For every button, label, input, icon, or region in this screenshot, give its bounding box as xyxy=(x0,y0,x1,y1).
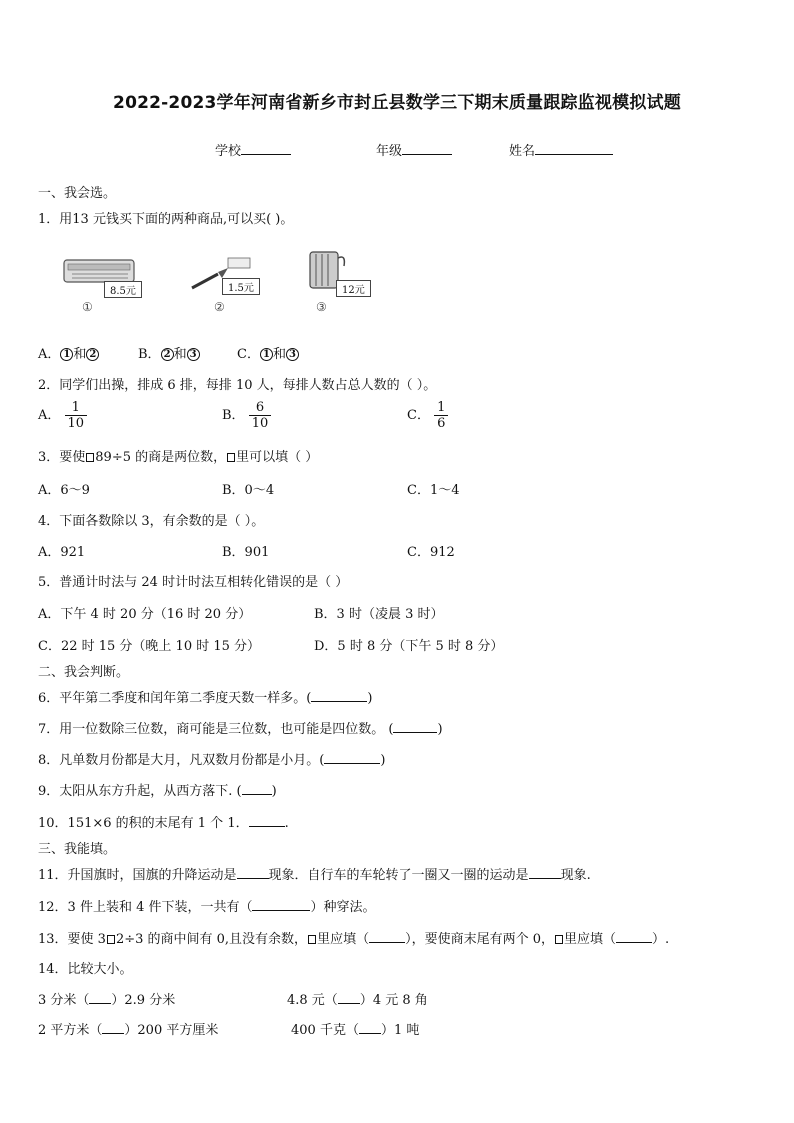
grade-field xyxy=(376,140,452,159)
question-12: 12．3 件上装和 4 件下装，一共有（ ）种穿法。 xyxy=(38,896,376,915)
blank-box xyxy=(227,453,235,462)
answer-blank[interactable] xyxy=(252,897,310,911)
q1-option-c[interactable]: C． 1 和 3 xyxy=(237,343,299,362)
answer-blank[interactable] xyxy=(311,688,367,702)
grade-label: 年级 xyxy=(376,144,403,159)
fraction: $\frac{1}{6}$ xyxy=(434,400,448,431)
circled-number: 1 xyxy=(260,348,273,361)
circled-number: 2 xyxy=(86,348,99,361)
q4-option-b[interactable]: B．901 xyxy=(222,545,270,560)
answer-blank[interactable] xyxy=(324,750,380,764)
q5-option-d[interactable]: D．5 时 8 分（下午 5 时 8 分） xyxy=(314,639,504,654)
fraction: $\frac{1}{10}$ xyxy=(65,400,88,431)
name-label: 姓名 xyxy=(509,144,536,159)
question-4-stem: 4．下面各数除以 3，有余数的是（ ）。 xyxy=(38,514,265,529)
question-11: 11．升国旗时，国旗的升降运动是 现象．自行车的车轮转了一圈又一圈的运动是 现象. xyxy=(38,864,591,883)
question-2-stem: 2．同学们出操，排成 6 排，每排 10 人，每排人数占总人数的（ ）。 xyxy=(38,378,437,393)
answer-blank[interactable] xyxy=(102,1020,124,1034)
question-10: 10．151×6 的积的末尾有 1 个 1． . xyxy=(38,812,289,831)
question-1-stem: 1．用13 元钱买下面的两种商品,可以买( )。 xyxy=(38,212,294,227)
item-3-price: 12元 xyxy=(336,280,371,297)
q1-option-a[interactable]: A． 1 和 2 xyxy=(38,343,99,362)
q3-option-b[interactable]: B．0～4 xyxy=(222,483,275,498)
q4-option-c[interactable]: C．912 xyxy=(407,545,455,560)
section-heading-2: 二、我会判断。 xyxy=(38,665,130,680)
answer-blank[interactable] xyxy=(529,865,561,879)
name-field xyxy=(509,140,613,159)
question-5-stem: 5．普通计时法与 24 时计时法互相转化错误的是（ ） xyxy=(38,575,349,590)
item-2-image xyxy=(188,248,268,318)
question-14-stem: 14．比较大小。 xyxy=(38,962,133,977)
compare-item-3: 2 平方米（ ）200 平方厘米 xyxy=(38,1019,218,1038)
q2-option-c[interactable]: C． $\frac{1}{6}$ xyxy=(407,400,448,431)
answer-blank[interactable] xyxy=(338,990,360,1004)
answer-blank[interactable] xyxy=(89,990,111,1004)
item-1-price: 8.5元 xyxy=(104,281,142,298)
answer-blank[interactable] xyxy=(249,813,285,827)
answer-blank[interactable] xyxy=(369,929,405,943)
answer-blank[interactable] xyxy=(237,865,269,879)
answer-blank[interactable] xyxy=(616,929,652,943)
q2-option-b[interactable]: B． $\frac{6}{10}$ xyxy=(222,400,271,431)
q5-option-a[interactable]: A．下午 4 时 20 分（16 时 20 分） xyxy=(38,607,252,622)
compare-item-4: 400 千克（ ）1 吨 xyxy=(291,1019,419,1038)
item-2-label: ② xyxy=(214,300,225,314)
blank-box xyxy=(107,935,115,944)
compare-item-1: 3 分米（ ）2.9 分米 xyxy=(38,989,175,1008)
question-8: 8．凡单数月份都是大月，凡双数月份都是小月。( ) xyxy=(38,749,385,768)
compare-item-2: 4.8 元（ ）4 元 8 角 xyxy=(287,989,428,1008)
section-heading-1: 一、我会选。 xyxy=(38,186,117,201)
school-label: 学校 xyxy=(215,144,242,159)
question-13: 13．要使 3 2÷3 的商中间有 0,且没有余数， 里应填（ ），要使商末尾有两个 0， 里应填（ ）. xyxy=(38,928,669,947)
fraction: $\frac{6}{10}$ xyxy=(249,400,272,431)
q1-option-b[interactable]: B． 2 和 3 xyxy=(138,343,200,362)
q2-option-a[interactable]: A． $\frac{1}{10}$ xyxy=(38,400,87,431)
circled-number: 2 xyxy=(161,348,174,361)
blank-box xyxy=(308,935,316,944)
blank-box xyxy=(555,935,563,944)
q3-option-a[interactable]: A．6～9 xyxy=(38,483,90,498)
question-7: 7．用一位数除三位数，商可能是三位数，也可能是四位数。 ( ) xyxy=(38,718,443,737)
q5-option-c[interactable]: C．22 时 15 分（晚上 10 时 15 分） xyxy=(38,639,261,654)
section-heading-3: 三、我能填。 xyxy=(38,842,117,857)
q5-option-b[interactable]: B．3 时（凌晨 3 时） xyxy=(314,607,444,622)
answer-blank[interactable] xyxy=(393,719,437,733)
blank-box xyxy=(86,453,94,462)
grade-blank[interactable] xyxy=(402,141,452,155)
circled-number: 1 xyxy=(60,348,73,361)
item-2-price: 1.5元 xyxy=(222,278,260,295)
page-title: 2022-2023学年河南省新乡市封丘县数学三下期末质量跟踪监视模拟试题 xyxy=(113,93,681,113)
item-3-label: ③ xyxy=(316,300,327,314)
item-3-image xyxy=(306,246,386,318)
question-3-stem: 3．要使 89÷5 的商是两位数， 里可以填（ ） xyxy=(38,450,319,465)
answer-blank[interactable] xyxy=(242,781,272,795)
item-1-image xyxy=(60,248,160,318)
question-6: 6．平年第二季度和闰年第二季度天数一样多。( ) xyxy=(38,687,372,706)
school-blank[interactable] xyxy=(241,141,291,155)
question-9: 9．太阳从东方升起，从西方落下. ( ) xyxy=(38,780,277,799)
name-blank[interactable] xyxy=(535,141,613,155)
item-1-label: ① xyxy=(82,300,93,314)
circled-number: 3 xyxy=(286,348,299,361)
answer-blank[interactable] xyxy=(359,1020,381,1034)
q3-option-c[interactable]: C．1～4 xyxy=(407,483,460,498)
school-field xyxy=(215,140,291,159)
circled-number: 3 xyxy=(187,348,200,361)
q4-option-a[interactable]: A．921 xyxy=(38,545,86,560)
